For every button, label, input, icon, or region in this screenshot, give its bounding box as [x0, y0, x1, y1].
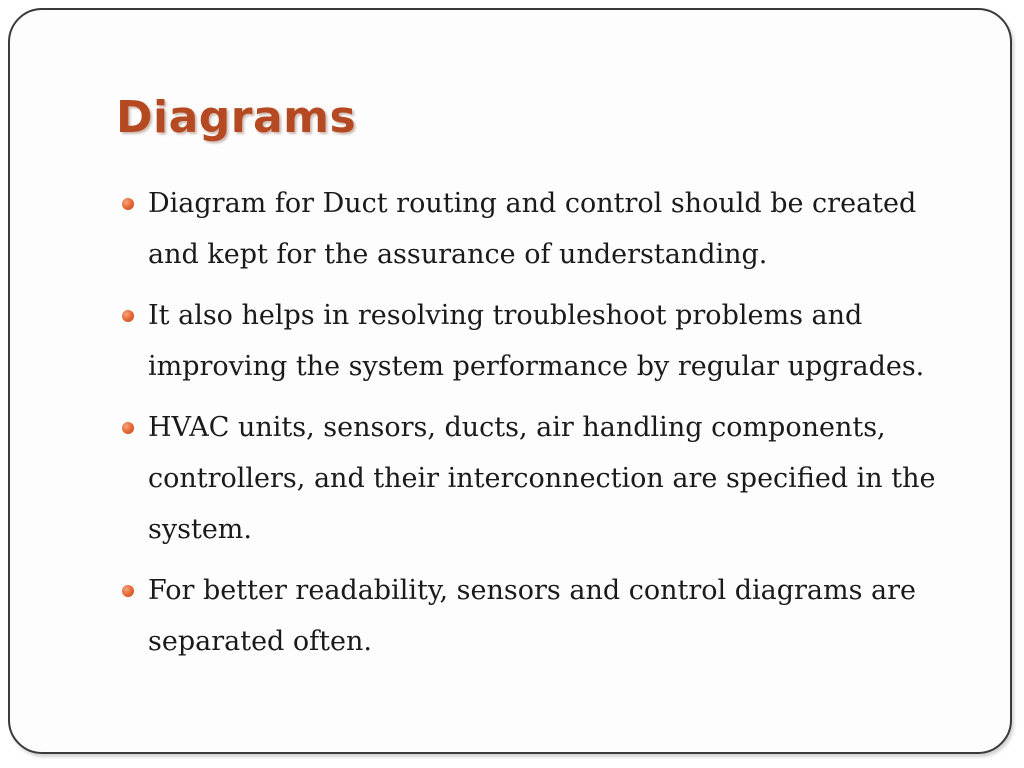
bullet-dot-icon: [122, 198, 134, 210]
bullet-list: [118, 178, 958, 677]
slide-frame: [8, 8, 1012, 754]
bullet-dot-icon: [122, 310, 134, 322]
bullet-item: [118, 178, 958, 280]
bullet-dot-icon: [122, 585, 134, 597]
bullet-item: [118, 565, 958, 667]
bullet-dot-icon: [122, 422, 134, 434]
bullet-text: HVAC units, sensors, ducts, air handling components, controllers, and their interconnection are specified in the system.: [148, 412, 936, 545]
bullet-text: For better readability, sensors and control diagrams are separated often.: [148, 575, 917, 657]
bullet-item: [118, 290, 958, 392]
bullet-text: Diagram for Duct routing and control should be created and kept for the assurance of understanding.: [148, 188, 917, 270]
bullet-text: It also helps in resolving troubleshoot problems and improving the system performance by regular upgrades.: [148, 300, 925, 382]
slide-title: Diagrams: [116, 92, 357, 143]
bullet-item: [118, 402, 958, 555]
